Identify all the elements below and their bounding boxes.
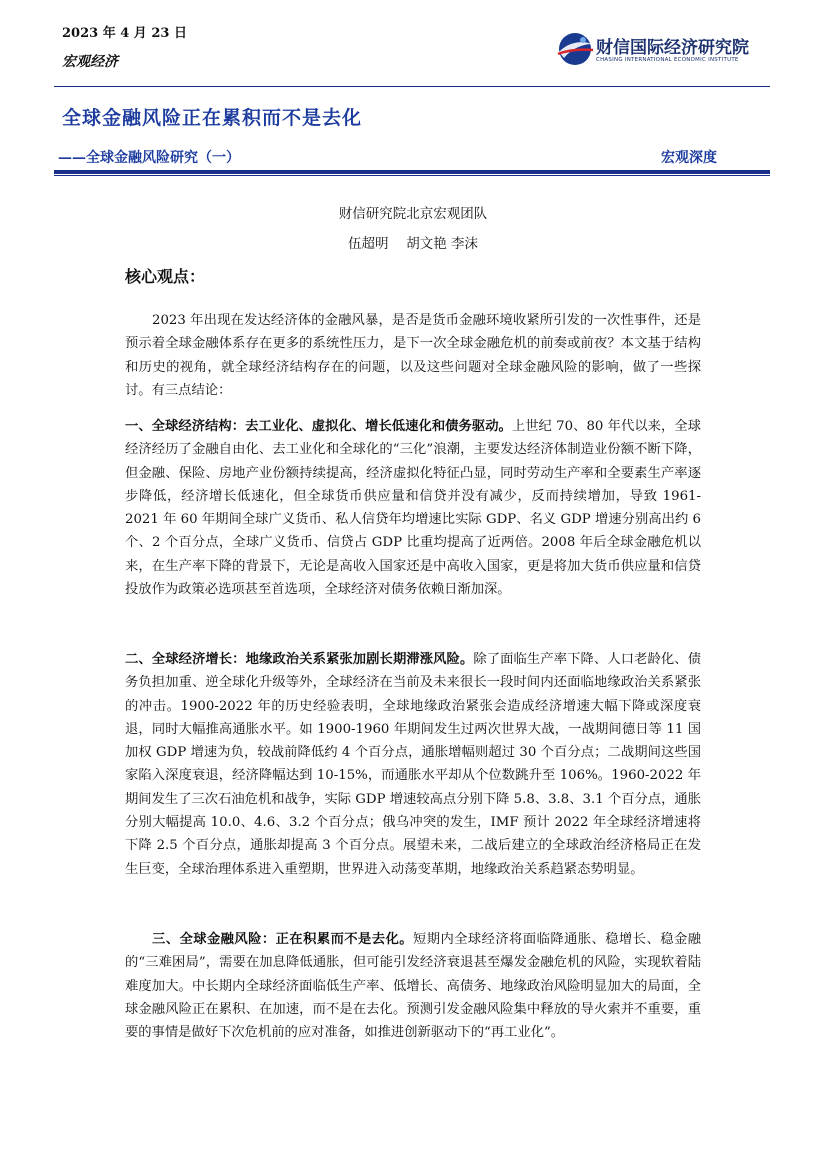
point-paragraph-1 — [125, 415, 701, 601]
point-text-2: 除了面临生产率下降、人口老龄化、债务负担加重、逆全球化升级等外，全球经济在当前及未来很长一段时间内还面临地缘政治关系紧张的冲击。1900-2022 年的历史经验表明，全球地缘政治紧张会造成经济增速大幅下降或深度衰退，同时大幅推高通胀水平。如 1900-1960 年期间发生过两次世界大战，一战期间德日等 11 国加权 GDP 增速为负，较战前降低约 4 个百分点，通胀增幅则超过 30 个百分点；二战期间这些国家陷入深度衰退，经济降幅达到 10-15%，而通胀水平却从个位数跳升至 106%。1960-2022 年期间发生了三次石油危机和战争，实际 GDP 增速较高点分别下降 5.8、3.8、3.1 个百分点，通胀分别大幅提高 10.0、4.6、3.2 个百分点；俄乌冲突的发生，IMF 预计 2022 年全球经济增速将下降 2.5 个百分点，通胀却提高 3 个百分点。展望未来，二战后建立的全球政治经济格局正在发生巨变，全球治理体系进入重塑期，世界进入动荡变革期，地缘政治关系趋紧态势明显。 — [125, 652, 702, 877]
institute-name: 财信国际经济研究院 — [596, 38, 749, 58]
authors: 伍超明 胡文艳 李沫 — [347, 236, 479, 252]
point-text-3: 短期内全球经济将面临降通胀、稳增长、稳金融的“三难困局”，需要在加息降低通胀，但可能引发经济衰退甚至爆发金融危机的风险，实现软着陆难度加大。中长期内全球经济面临低生产率、低增长、高债务、地缘政治风险明显加大的局面，全球金融风险正在累积、在加速，而不是在去化。预测引发金融风险集中释放的导火索并不重要，重要的事情是做好下次危机前的应对准备，如推进创新驱动下的“再工业化”。 — [125, 932, 702, 1041]
intro-paragraph: 2023 年出现在发达经济体的金融风暴，是否是货币金融环境收紧所引发的一次性事件，还是预示着全球金融体系存在更多的系统性压力，是下一次全球金融危机的前奏或前夜？本文基于结构和历史的视角，就全球经济结构存在的问题，以及这些问题对全球金融风险的影响，做了一些探讨。有三点结论： — [125, 313, 701, 398]
point-paragraph-3 — [125, 928, 701, 1044]
report-title: 全球金融风险正在累积而不是去化 — [62, 107, 363, 129]
point-lead-3: 三、全球金融风险：正在积累而不是去化。 — [152, 932, 413, 947]
report-subtitle: ——全球金融风险研究（一） — [58, 150, 240, 166]
header-divider — [54, 86, 770, 87]
globe-logo-icon — [556, 30, 594, 68]
point-lead-2: 二、全球经济增长：地缘政治关系紧张加剧长期滞涨风险。 — [125, 652, 474, 667]
title-divider-thin — [54, 175, 770, 176]
point-paragraph-2 — [125, 648, 701, 881]
report-type-tag: 宏观深度 — [661, 150, 717, 166]
institute-logo — [556, 30, 776, 70]
point-lead-1: 一、全球经济结构：去工业化、虚拟化、增长低速化和债务驱动。 — [125, 419, 512, 434]
report-category: 宏观经济 — [62, 54, 118, 70]
title-divider — [54, 170, 770, 174]
core-views-heading: 核心观点： — [125, 267, 206, 286]
research-team: 财信研究院北京宏观团队 — [338, 206, 488, 222]
report-date: 2023 年 4 月 23 日 — [62, 26, 187, 41]
point-text-1: 上世纪 70、80 年代以来，全球经济经历了金融自由化、去工业化和全球化的“三化”浪潮，主要发达经济体制造业份额不断下降，但金融、保险、房地产业份额持续提高，经济虚拟化特征凸显，同时劳动生产率和全要素生产率逐步降低，经济增长低速化，但全球货币供应量和信贷并没有减少，反而持续增加，导致 1961-2021 年 60 年期间全球广义货币、私人信贷年均增速比实际 GDP、名义 GDP 增速分别高出约 6 个、2 个百分点，全球广义货币、信贷占 GDP 比重均提高了近两倍。2008 年后全球金融危机以来，在生产率下降的背景下，无论是高收入国家还是中高收入国家，更是将加大货币供应量和信贷投放作为政策必选项甚至首选项，全球经济对债务依赖日渐加深。 — [125, 419, 701, 598]
institute-name-en: CHASING INTERNATIONAL ECONOMIC INSTITUTE — [596, 57, 739, 63]
